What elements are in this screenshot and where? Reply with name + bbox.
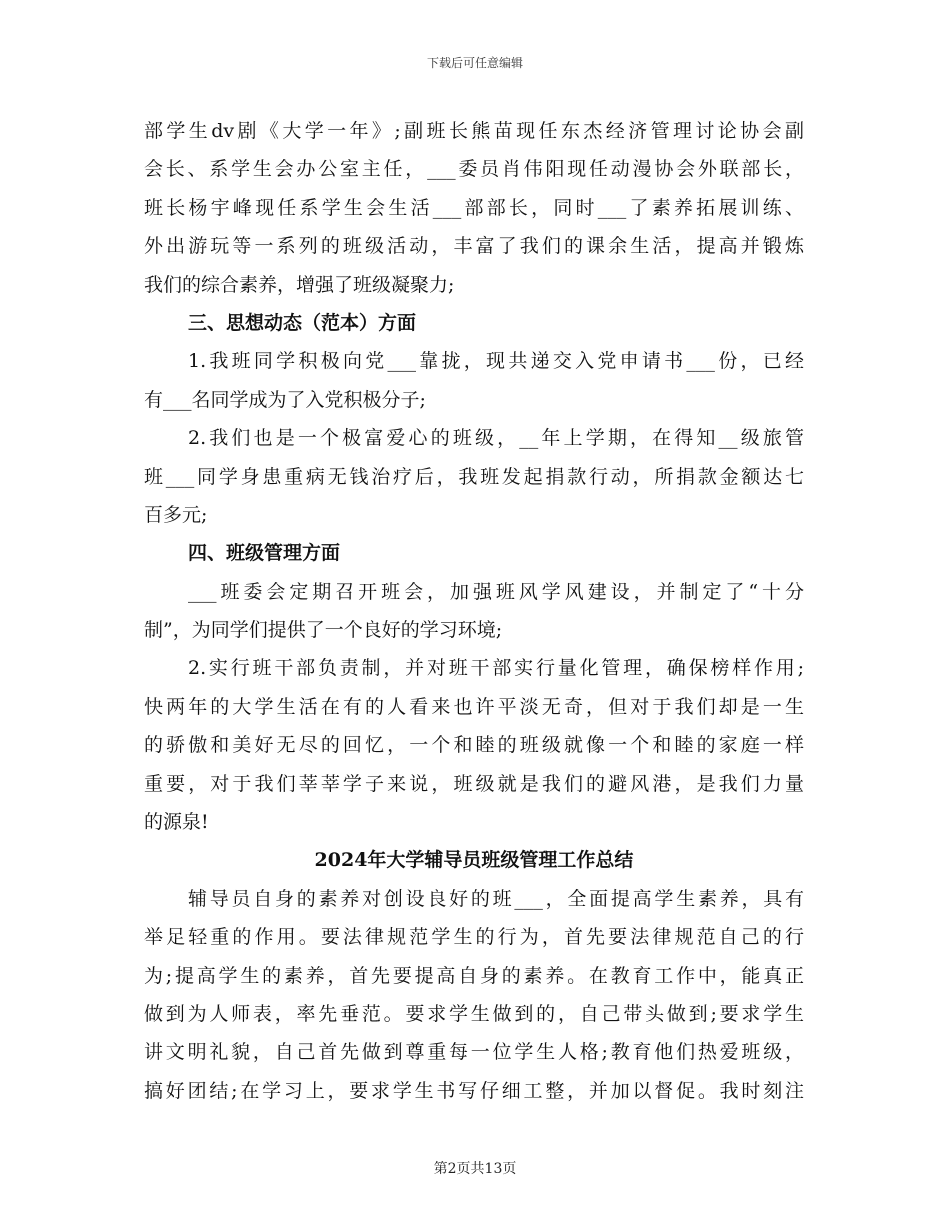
body-line: ___班委会定期召开班会，加强班风学风建设，并制定了“十分 <box>188 580 804 603</box>
body-line: 百多元; <box>144 503 208 526</box>
body-line: 的源泉! <box>144 811 209 834</box>
document-title: 2024年大学辅导员班级管理工作总结 <box>314 849 634 872</box>
body-line: 讲文明礼貌，自己首先做到尊重每一位学生人格;教育他们热爱班级， <box>144 1041 804 1064</box>
body-line: 做到为人师表，率先垂范。要求学生做到的，自己带头做到;要求学生 <box>144 1002 804 1025</box>
body-line: 我们的综合素养，增强了班级凝聚力; <box>144 273 455 296</box>
body-line: 搞好团结;在学习上，要求学生书写仔细工整，并加以督促。我时刻注 <box>144 1079 804 1102</box>
body-line: 有___名同学成为了入党积极分子; <box>144 388 426 411</box>
page-header: 下载后可任意编辑 <box>426 56 523 70</box>
page-footer: 第2页共13页 <box>433 1161 517 1177</box>
body-line: 制”，为同学们提供了一个良好的学习环境; <box>144 619 503 642</box>
body-line: 1.我班同学积极向党___靠拢，现共递交入党申请书___份，已经 <box>188 350 804 373</box>
body-line: 部学生dv剧《大学一年》;副班长熊苗现任东杰经济管理讨论协会副 <box>144 120 804 142</box>
body-line: 班___同学身患重病无钱治疗后，我班发起捐款行动，所捐款金额达七 <box>144 465 804 488</box>
body-line: 重要，对于我们莘莘学子来说，班级就是我们的避风港，是我们力量 <box>144 772 804 795</box>
body-line: 2.实行班干部负责制，并对班干部实行量化管理，确保榜样作用; <box>188 657 804 680</box>
body-line: 会长、系学生会办公室主任，___委员肖伟阳现任动漫协会外联部长， <box>144 158 804 181</box>
body-line: 举足轻重的作用。要法律规范学生的行为，首先要法律规范自己的行 <box>144 926 804 949</box>
body-line: 外出游玩等一系列的班级活动，丰富了我们的课余生活，提高并锻炼 <box>144 235 804 258</box>
section-heading: 三、思想动态（范本）方面 <box>188 311 417 334</box>
body-line: 辅导员自身的素养对创设良好的班___，全面提高学生素养，具有 <box>188 887 804 910</box>
body-line: 2.我们也是一个极富爱心的班级，__年上学期，在得知__级旅管 <box>188 427 804 450</box>
body-line: 班长杨宇峰现任系学生会生活___部部长，同时___了素养拓展训练、 <box>144 196 804 219</box>
body-line: 快两年的大学生活在有的人看来也许平淡无奇，但对于我们却是一生 <box>144 695 804 718</box>
body-line: 为;提高学生的素养，首先要提高自身的素养。在教育工作中，能真正 <box>144 964 804 987</box>
document-body <box>144 112 804 1110</box>
body-line: 的骄傲和美好无尽的回忆，一个和睦的班级就像一个和睦的家庭一样 <box>144 734 804 757</box>
section-heading: 四、班级管理方面 <box>188 542 341 565</box>
